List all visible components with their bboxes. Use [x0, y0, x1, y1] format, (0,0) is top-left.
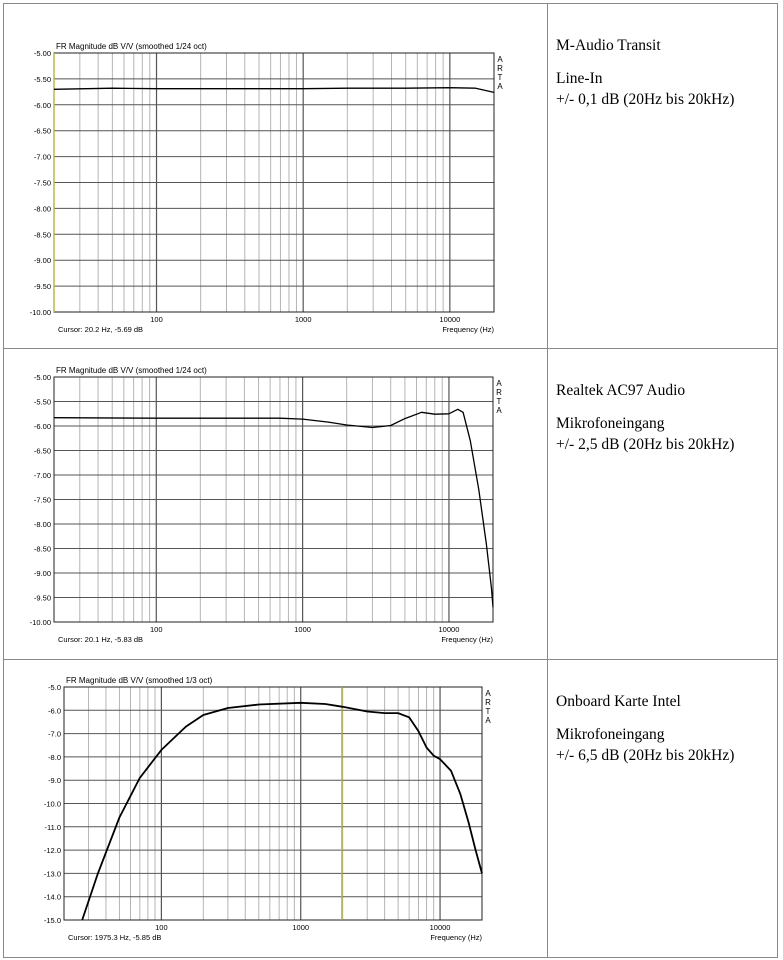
x-tick-label: 10000 — [429, 923, 451, 932]
y-tick-label: -10.0 — [43, 799, 61, 809]
y-tick-label: -14.0 — [43, 892, 61, 902]
chart-realtek-ac97 — [0, 348, 545, 659]
x-axis-label: Frequency (Hz) — [430, 933, 482, 942]
watermark-letter: T — [485, 707, 491, 716]
x-tick-label: 100 — [155, 923, 168, 932]
chart-title: FR Magnitude dB V/V (smoothed 1/24 oct) — [56, 42, 207, 51]
y-tick-label: -6.00 — [33, 100, 51, 110]
y-tick-label: -7.50 — [33, 495, 51, 505]
cursor-readout: Cursor: 20.2 Hz, -5.69 dB — [58, 325, 144, 334]
y-tick-label: -10.00 — [29, 308, 51, 317]
input-name: Line-In — [556, 69, 603, 87]
y-tick-label: -5.50 — [33, 74, 51, 84]
watermark-letter: A — [497, 82, 503, 91]
y-tick-label: -7.00 — [33, 471, 51, 480]
device-name: Onboard Karte Intel — [556, 693, 681, 710]
y-tick-label: -8.0 — [48, 752, 61, 762]
series-line — [54, 409, 493, 607]
y-tick-label: -13.0 — [43, 869, 61, 879]
x-tick-label: 100 — [150, 315, 163, 324]
y-tick-label: -5.0 — [48, 683, 61, 692]
cursor-readout: Cursor: 1975.3 Hz, -5.85 dB — [68, 933, 162, 942]
y-tick-label: -9.00 — [33, 256, 51, 266]
y-tick-label: -6.00 — [33, 422, 51, 431]
x-tick-label: 1000 — [294, 625, 311, 634]
device-name: M-Audio Transit — [556, 37, 661, 54]
watermark-letter: A — [496, 406, 502, 415]
watermark-letter: A — [485, 716, 491, 725]
y-tick-label: -12.0 — [43, 846, 61, 856]
x-axis-label: Frequency (Hz) — [441, 635, 493, 644]
y-tick-label: -7.00 — [33, 152, 51, 162]
y-tick-label: -5.00 — [33, 49, 51, 58]
caption-m-audio — [556, 36, 776, 111]
cursor-readout: Cursor: 20.1 Hz, -5.83 dB — [58, 635, 144, 644]
y-tick-label: -7.50 — [33, 178, 51, 188]
tolerance-text: +/- 0,1 dB (20Hz bis 20kHz) — [556, 90, 735, 108]
y-tick-label: -9.50 — [33, 593, 51, 603]
series-line — [82, 703, 482, 920]
x-tick-label: 10000 — [438, 625, 460, 634]
input-name: Mikrofoneingang — [556, 725, 665, 743]
watermark-letter: R — [496, 388, 502, 397]
y-tick-label: -8.00 — [33, 204, 51, 214]
y-tick-label: -5.00 — [33, 373, 51, 382]
y-tick-label: -8.00 — [33, 520, 51, 529]
watermark-letter: T — [496, 397, 502, 406]
y-tick-label: -9.0 — [48, 776, 61, 786]
watermark-letter: A — [485, 689, 491, 698]
y-tick-label: -10.00 — [29, 618, 51, 627]
caption-realtek — [556, 381, 776, 456]
input-name: Mikrofoneingang — [556, 414, 665, 432]
watermark-letter: A — [497, 55, 503, 64]
y-tick-label: -6.50 — [33, 446, 51, 456]
watermark-letter: A — [496, 379, 502, 388]
chart-title: FR Magnitude dB V/V (smoothed 1/24 oct) — [56, 366, 207, 375]
x-tick-label: 10000 — [439, 315, 461, 324]
tolerance-text: +/- 2,5 dB (20Hz bis 20kHz) — [556, 435, 735, 453]
device-name: Realtek AC97 Audio — [556, 382, 686, 399]
y-tick-label: -8.50 — [33, 230, 51, 240]
y-tick-label: -8.50 — [33, 544, 51, 554]
tolerance-text: +/- 6,5 dB (20Hz bis 20kHz) — [556, 746, 735, 764]
watermark-letter: R — [497, 64, 503, 73]
y-tick-label: -6.0 — [48, 706, 61, 716]
y-tick-label: -9.50 — [33, 282, 51, 292]
x-tick-label: 1000 — [292, 923, 310, 932]
y-tick-label: -7.0 — [48, 729, 61, 739]
y-tick-label: -6.50 — [33, 126, 51, 136]
y-tick-label: -9.00 — [33, 569, 51, 578]
chart-m-audio-transit — [0, 3, 545, 348]
column-divider — [547, 4, 548, 957]
x-tick-label: 100 — [150, 625, 163, 634]
x-axis-label: Frequency (Hz) — [442, 325, 494, 334]
series-line — [54, 88, 494, 93]
chart-title: FR Magnitude dB V/V (smoothed 1/3 oct) — [66, 676, 213, 685]
y-tick-label: -11.0 — [44, 822, 61, 832]
watermark-letter: T — [497, 73, 503, 82]
caption-intel — [556, 692, 776, 767]
watermark-letter: R — [485, 698, 491, 707]
y-tick-label: -15.0 — [43, 916, 61, 925]
chart-onboard-intel — [0, 659, 545, 959]
x-tick-label: 1000 — [294, 315, 312, 324]
y-tick-label: -5.50 — [33, 397, 51, 407]
